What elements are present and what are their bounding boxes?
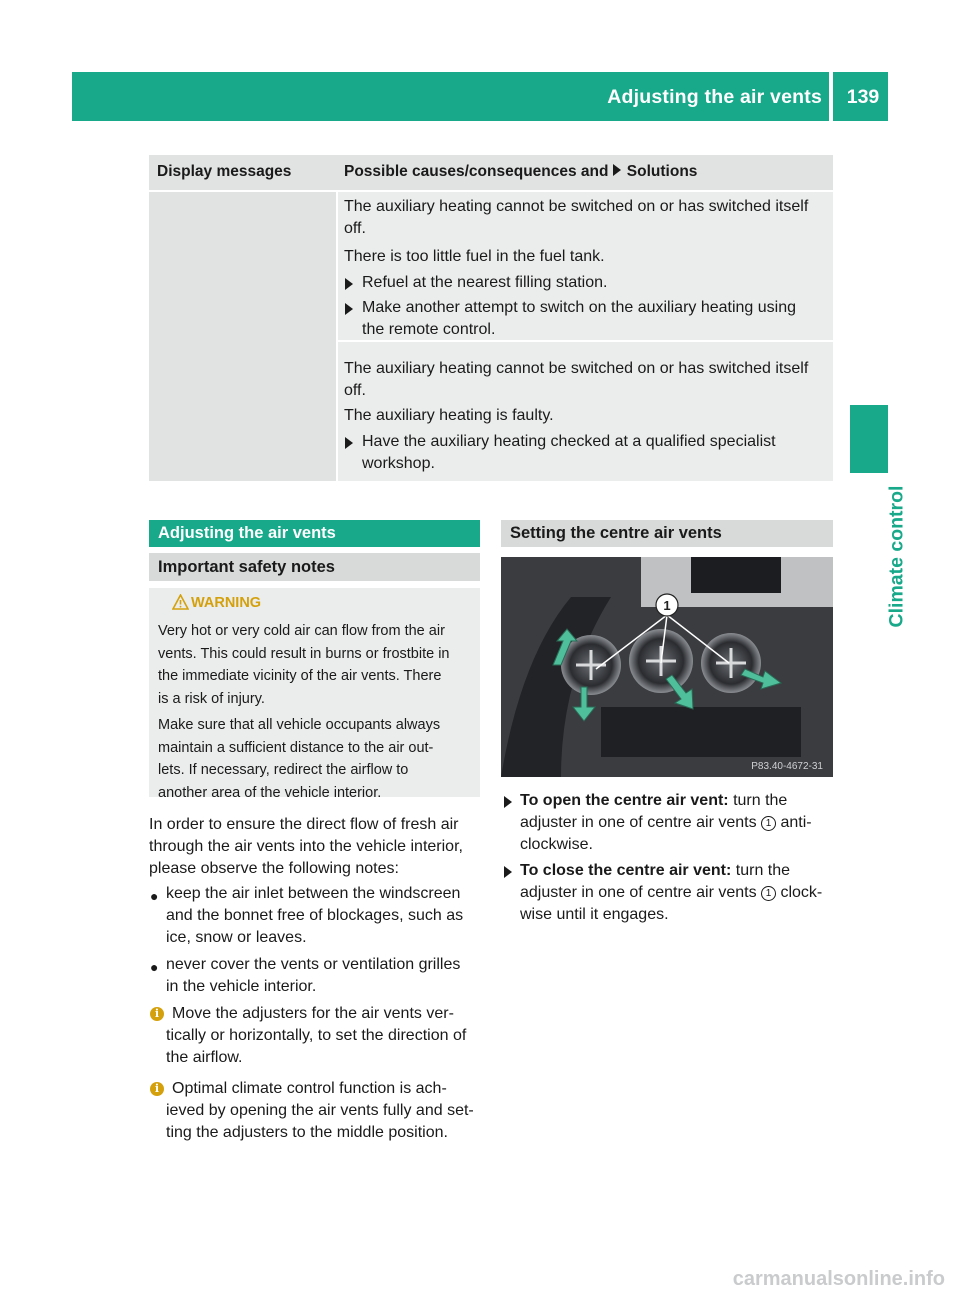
table-col-display-messages: Display messages [157,163,292,180]
action-arrow-icon [345,278,353,290]
bullet-icon: ● [150,888,159,904]
arrow-icon [613,164,621,176]
warning-line: Very hot or very cold air can flow from the air [158,623,445,639]
row2-line2: off. [344,382,366,399]
air-vents-illustration [501,557,833,777]
row1-action1: Refuel at the nearest filling station. [362,274,608,291]
step-open-label: To open the centre air vent: [520,792,729,809]
info-icon: i [150,1082,164,1096]
image-callout: 1 [663,598,671,613]
row1-line1: The auxiliary heating cannot be switched on or has switched itself [344,198,809,215]
bullet-line: and the bonnet free of blockages, such as [166,907,464,924]
action-arrow-icon [504,796,512,808]
info-note-1-first: Move the adjusters for the air vents ver- [172,1005,454,1022]
section-title: Adjusting the air vents [158,524,336,542]
info-line: ting the adjusters to the middle position. [166,1124,448,1141]
step-close-line2 [520,882,822,904]
warning-line: vents. This could result in burns or frostbite in [158,645,450,662]
note-bullet-2 [166,954,460,998]
bullet-line: ice, snow or leaves. [166,929,307,946]
subsection-header-safety [149,553,480,581]
warning-line: the immediate vicinity of the air vents. There [158,668,442,684]
bullet-line: in the vehicle interior. [166,978,317,995]
row2-line3: The auxiliary heating is faulty. [344,407,554,424]
info-line: the airflow. [166,1049,243,1066]
header-separator [829,72,833,121]
warning-line: another area of the vehicle interior. [158,784,382,801]
subsection-title: Important safety notes [158,558,335,576]
watermark: carmanualsonline.info [732,1268,945,1290]
section-title: Setting the centre air vents [510,524,722,542]
section-header-adjusting [149,520,480,547]
info-line: ieved by opening the air vents fully and set- [166,1102,474,1119]
warning-line: maintain a sufficient distance to the air out- [158,739,434,756]
note-bullet-1 [166,883,463,949]
step-open-text: anti- [776,814,812,831]
bullet-icon: ● [150,959,159,975]
warning-text [158,620,449,804]
bullet-line: never cover the vents or ventilation grilles [166,956,461,973]
action-arrow-icon [345,437,353,449]
callout-1-icon: 1 [761,816,776,831]
info-icon: i [150,1007,164,1021]
info-note-1-rest [166,1025,466,1069]
warning-line: Make sure that all vehicle occupants always [158,717,441,733]
table-col-causes [344,163,697,181]
step-open-line2 [520,812,812,834]
info-note-2-rest [166,1100,474,1144]
info-line: tically or horizontally, to set the direction of [166,1027,467,1044]
warning-line: lets. If necessary, redirect the airflow to [158,762,409,778]
callout-1-icon: 1 [761,886,776,901]
step-open-text: adjuster in one of centre air vents [520,814,762,831]
row1-action2-line1: Make another attempt to switch on the auxiliary heating using [362,299,797,316]
step-open-text: turn the [728,792,788,809]
step-close-line3: wise until it engages. [520,906,669,923]
row1-line2: off. [344,220,366,237]
step-close-text: clock- [776,884,823,901]
table-col-solutions-label: Solutions [626,163,698,180]
step-close-line1 [520,860,790,882]
chapter-label: Climate control [885,485,908,628]
step-open-line1 [520,790,787,812]
info-note-2-first: Optimal climate control function is ach- [172,1080,447,1097]
step-close-label: To close the centre air vent: [520,862,732,879]
row2-line1: The auxiliary heating cannot be switched on or has switched itself [344,360,809,377]
section-header-centre-vents [501,520,833,547]
table-col-causes-label: Possible causes/consequences and [344,163,613,180]
image-code: P83.40-4672-31 [751,761,823,772]
intro-paragraph [149,814,463,880]
table-cell-message [149,192,336,481]
warning-label: WARNING [191,595,262,611]
page-number: 139 [846,86,880,108]
row2-action1-line2: workshop. [362,455,435,472]
action-arrow-icon [504,866,512,878]
row2-action1-line1: Have the auxiliary heating checked at a qualified specialist [362,433,776,450]
row1-action2-line2: the remote control. [362,321,496,338]
warning-triangle-icon [172,594,189,610]
page-title: Adjusting the air vents [607,86,822,108]
row1-line3: There is too little fuel in the fuel tank. [344,248,605,265]
air-vents-photo [501,557,833,777]
bullet-line: keep the air inlet between the windscreen [166,885,461,902]
chapter-tab [850,405,888,473]
step-close-text: adjuster in one of centre air vents [520,884,762,901]
intro-line: In order to ensure the direct flow of fresh air [149,816,459,833]
step-open-line3: clockwise. [520,836,593,853]
intro-line: please observe the following notes: [149,860,399,877]
action-arrow-icon [345,303,353,315]
step-close-text: turn the [731,862,791,879]
intro-line: through the air vents into the vehicle interior, [149,838,463,855]
warning-line: is a risk of injury. [158,690,265,707]
